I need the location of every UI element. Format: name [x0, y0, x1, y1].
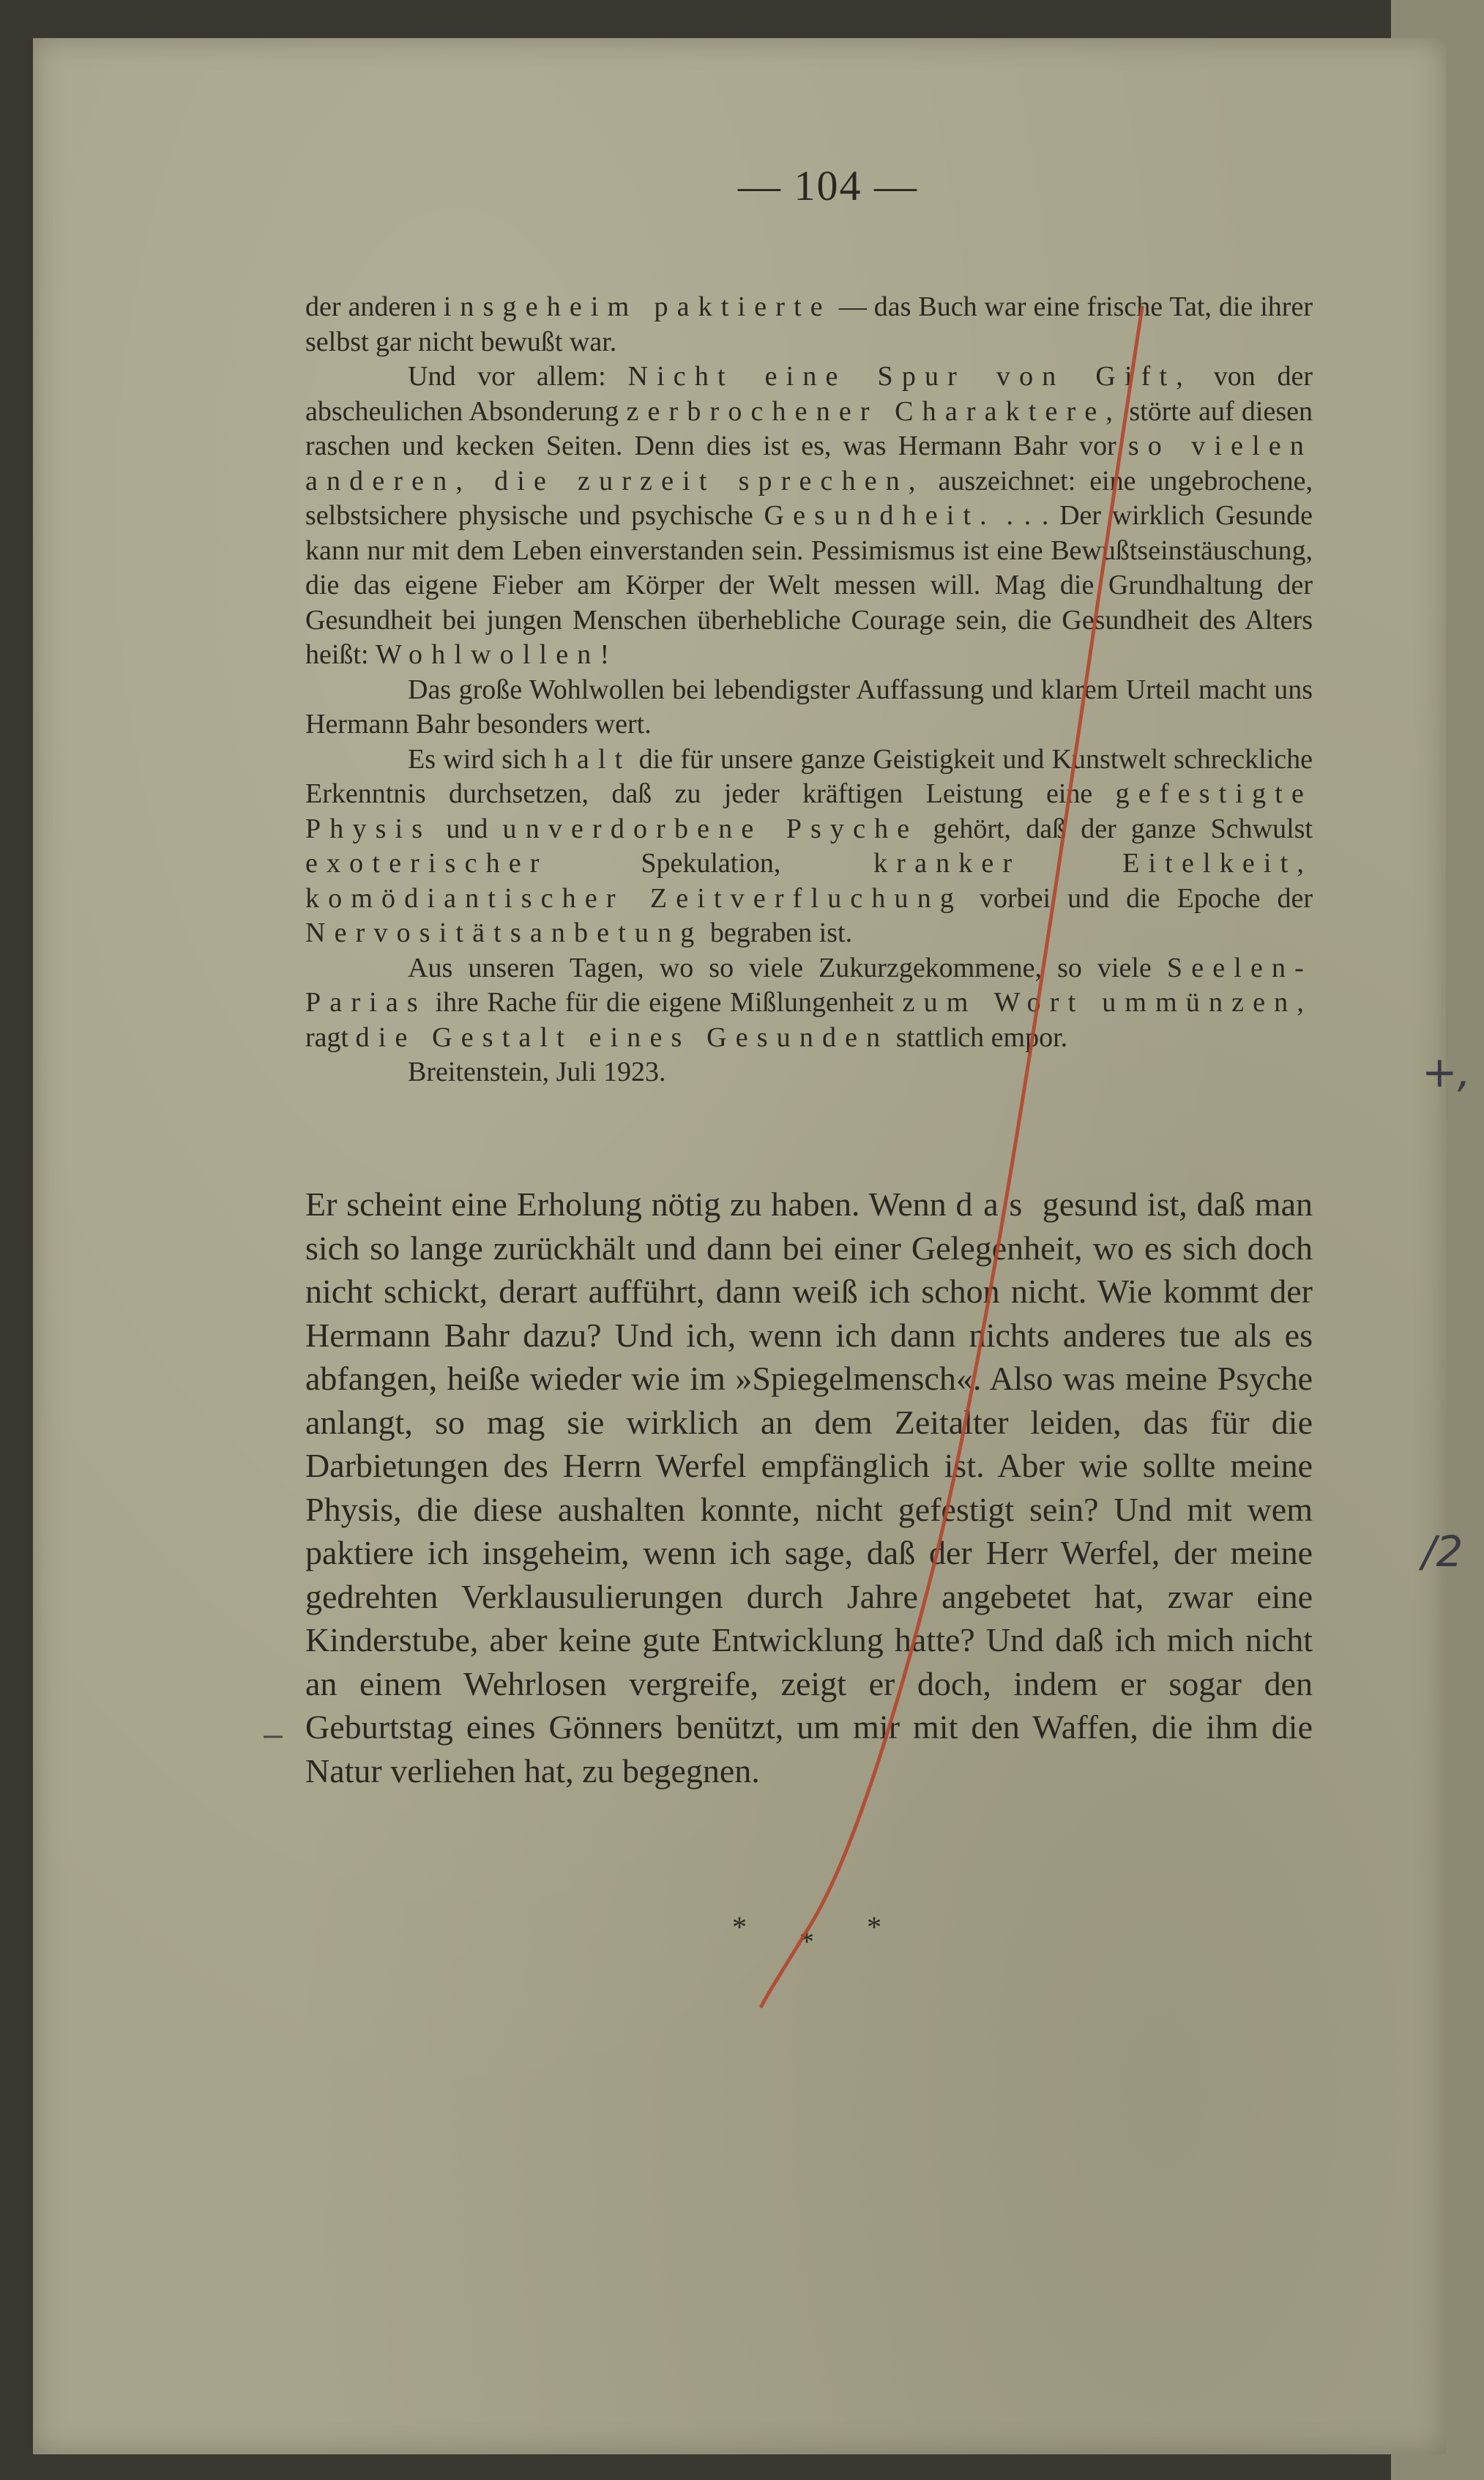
body-text: Es wird sich: [408, 743, 554, 775]
section-separator: [732, 1910, 908, 1958]
body-text: Das große Wohlwollen bei lebendigster Auffassung und klarem Urteil macht uns Hermann Bahr besonders wert.: [305, 674, 1313, 740]
body-text: gehört, daß der ganze Schwulst: [918, 813, 1313, 844]
spaced-emphasis-text: zum Wort ummünzen,: [902, 987, 1313, 1018]
quote-paragraph-4: [305, 742, 1313, 951]
quote-paragraph-2: [305, 360, 1313, 673]
body-text: . . . Der wirklich Gesunde kann nur mit dem Leben einverstanden sein. Pessimismus ist eine Bewußtseinstäuschung, die das eigene Fieber am Körper der Welt messen will. Mag die Grundhaltung der Gesundheit bei jungen Menschen überhebliche Courage sein, die Gesundheit des Alters heißt:: [305, 500, 1313, 670]
margin-note-1: +,: [1422, 1047, 1472, 1097]
spaced-emphasis-text: halt: [553, 743, 632, 775]
spaced-emphasis-text: Seelen-Parias: [305, 952, 1313, 1018]
spaced-emphasis-text: Wohlwollen!: [376, 639, 619, 670]
body-text: Und vor allem:: [408, 361, 628, 392]
commentary-text-block: [305, 1183, 1313, 1792]
body-text: vorbei und die Epoche der: [963, 882, 1313, 914]
body-text: ihre Rache für die eigene Mißlungenheit: [426, 987, 903, 1018]
spaced-emphasis-text: Gesundheit.: [764, 500, 996, 531]
spaced-emphasis-text: kranker Eitelkeit, komödiantischer Zeitverfluchung: [305, 848, 1313, 914]
margin-note-2: /2: [1422, 1527, 1464, 1576]
body-text: stattlich empor.: [889, 1021, 1068, 1053]
dateline: Breitenstein, Juli 1923.: [408, 1057, 666, 1087]
body-text: Er scheint eine Erholung nötig zu haben. Wenn: [305, 1185, 956, 1223]
body-text: von der abscheulichen Absonderung: [305, 361, 1313, 427]
page-number: — 104 —: [738, 162, 918, 209]
body-text: Aus unseren Tagen, wo so viele Zukurzgekommene, so viele: [408, 952, 1167, 983]
body-text: und: [431, 813, 503, 844]
commentary-paragraph: [305, 1183, 1313, 1792]
body-text: die für unsere ganze Geistigkeit und Kunstwelt schreckliche Erkenntnis durchsetzen, daß zu jeder kräftigen Leistung eine: [305, 743, 1313, 809]
body-text: gesund ist, daß man sich so lange zurückhält und dann bei einer Gelegenheit, wo es sich doch nicht schickt, derart aufführt, dann weiß ich schon nicht. Wie kommt der Hermann Bahr dazu? Und ich, wenn ich dann nichts anderes tue als es abfangen, heiße wieder wie im »Spiegelmensch«. Also was meine Psyche anlangt, so mag sie wirklich an dem Zeitalter leiden, das für die Darbietungen des Herrn Werfel empfänglich ist. Aber wie sollte meine Physis, die diese aushalten konnte, nicht gefestigt sein? Und mit wem paktiere ich insgeheim, wenn ich sage, daß der Herr Werfel, der meine gedrehten Verklausulierungen durch Jahre angebetet hat, zwar eine Kinderstube, aber keine gute Entwicklung hatte? Und daß ich mich nicht an einem Wehrlosen vergreife, zeigt er doch, indem er sogar den Geburtstag eines Gönners benützt, um mir mit den Waffen, die ihm die Natur verliehen hat, zu begegnen.: [305, 1185, 1313, 1790]
spaced-emphasis-text: die Gestalt eines Gesunden: [355, 1021, 890, 1053]
separator-star: *: [799, 1925, 814, 1958]
spaced-emphasis-text: Nervositätsanbetung: [305, 917, 704, 948]
spaced-emphasis-text: exoterischer: [305, 848, 548, 879]
separator-star: *: [867, 1910, 881, 1943]
quote-paragraph-5: [305, 951, 1313, 1056]
quote-paragraph-1: [305, 290, 1313, 360]
spaced-emphasis-text: Nicht eine Spur von Gift,: [627, 361, 1192, 392]
spaced-emphasis-text: das: [955, 1185, 1033, 1223]
separator-star: *: [732, 1910, 747, 1943]
spaced-emphasis-text: so vielen anderen, die zurzeit sprechen,: [305, 431, 1313, 496]
body-text: begraben ist.: [703, 917, 853, 948]
body-text: ragt: [305, 1021, 356, 1053]
body-text: der anderen: [305, 291, 444, 322]
quoted-text-block: [305, 290, 1313, 1090]
spaced-emphasis-text: insgeheim paktierte: [443, 291, 832, 322]
body-text: auszeichnet: eine ungebrochene, selbstsichere physische und psychische: [305, 465, 1313, 531]
body-text: Spekulation,: [548, 848, 874, 879]
spaced-emphasis-text: unverdorbene Psyche: [502, 813, 919, 844]
body-text: — das Buch war eine frische Tat, die ihrer selbst gar nicht bewußt war.: [305, 291, 1313, 357]
body-text: störte auf diesen raschen und kecken Seiten. Denn dies ist es, was Hermann Bahr vor: [305, 395, 1313, 461]
quote-paragraph-3: [305, 673, 1313, 742]
spaced-emphasis-text: zerbrochener Charaktere,: [626, 395, 1122, 427]
spaced-emphasis-text: gefestigte Physis: [305, 778, 1313, 844]
